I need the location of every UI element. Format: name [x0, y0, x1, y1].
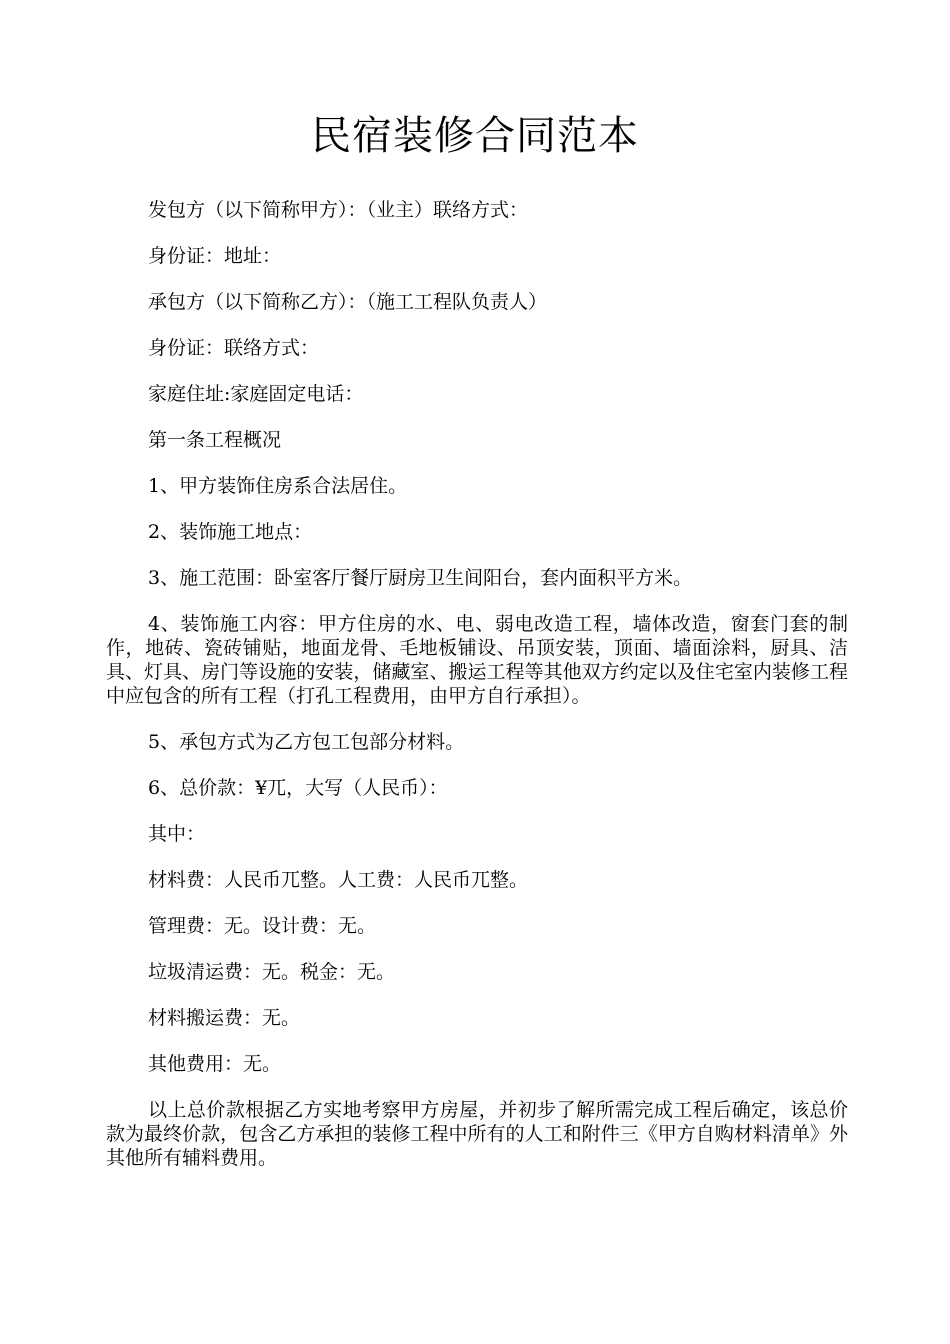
paragraph-item-4: 4、装饰施工内容：甲方住房的水、电、弱电改造工程，墙体改造，窗套门套的制作，地砖、瓷砖铺贴，地面龙骨、毛地板铺设、吊顶安装，顶面、墙面涂料，厨具、洁具、灯具、房门等设施的安装，储藏室、搬运工程等其他双方约定以及住宅室内装修工程中应包含的所有工程（打孔工程费用，由甲方自行承担）。 — [106, 613, 848, 707]
paragraph-item-1: 1、甲方装饰住房系合法居住。 — [148, 475, 408, 497]
paragraph-party-b-id: 身份证：联络方式： — [148, 337, 320, 359]
paragraph-article-1-heading: 第一条工程概况 — [148, 429, 282, 451]
paragraph-material-labor-fee: 材料费：人民币兀整。人工费：人民币兀整。 — [148, 869, 529, 891]
paragraph-item-5: 5、承包方式为乙方包工包部分材料。 — [148, 731, 465, 753]
paragraph-party-a-id: 身份证：地址： — [148, 245, 282, 267]
document-title: 民宿装修合同范本 — [311, 113, 639, 159]
paragraph-total-price-note: 以上总价款根据乙方实地考察甲方房屋，并初步了解所需完成工程后确定，该总价款为最终价款，包含乙方承担的装修工程中所有的人工和附件三《甲方自购材料清单》外其他所有辅料费用。 — [106, 1099, 848, 1169]
paragraph-management-design-fee: 管理费：无。设计费：无。 — [148, 915, 377, 937]
paragraph-item-6: 6、总价款：¥兀，大写（人民币）： — [148, 777, 448, 799]
paragraph-home-address: 家庭住址:家庭固定电话： — [148, 383, 364, 405]
document-body — [106, 198, 848, 1192]
paragraph-item-2: 2、装饰施工地点： — [148, 521, 313, 543]
paragraph-party-a: 发包方（以下简称甲方）：（业主）联络方式： — [148, 199, 529, 221]
paragraph-among: 其中： — [148, 823, 206, 845]
paragraph-party-b: 承包方（以下简称乙方）：（施工工程队负责人） — [148, 291, 548, 313]
paragraph-item-3: 3、施工范围：卧室客厅餐厅厨房卫生间阳台，套内面积平方米。 — [148, 567, 693, 589]
paragraph-material-transport-fee: 材料搬运费：无。 — [148, 1007, 301, 1029]
paragraph-garbage-tax-fee: 垃圾清运费：无。税金：无。 — [148, 961, 396, 983]
paragraph-other-fee: 其他费用：无。 — [148, 1053, 282, 1075]
